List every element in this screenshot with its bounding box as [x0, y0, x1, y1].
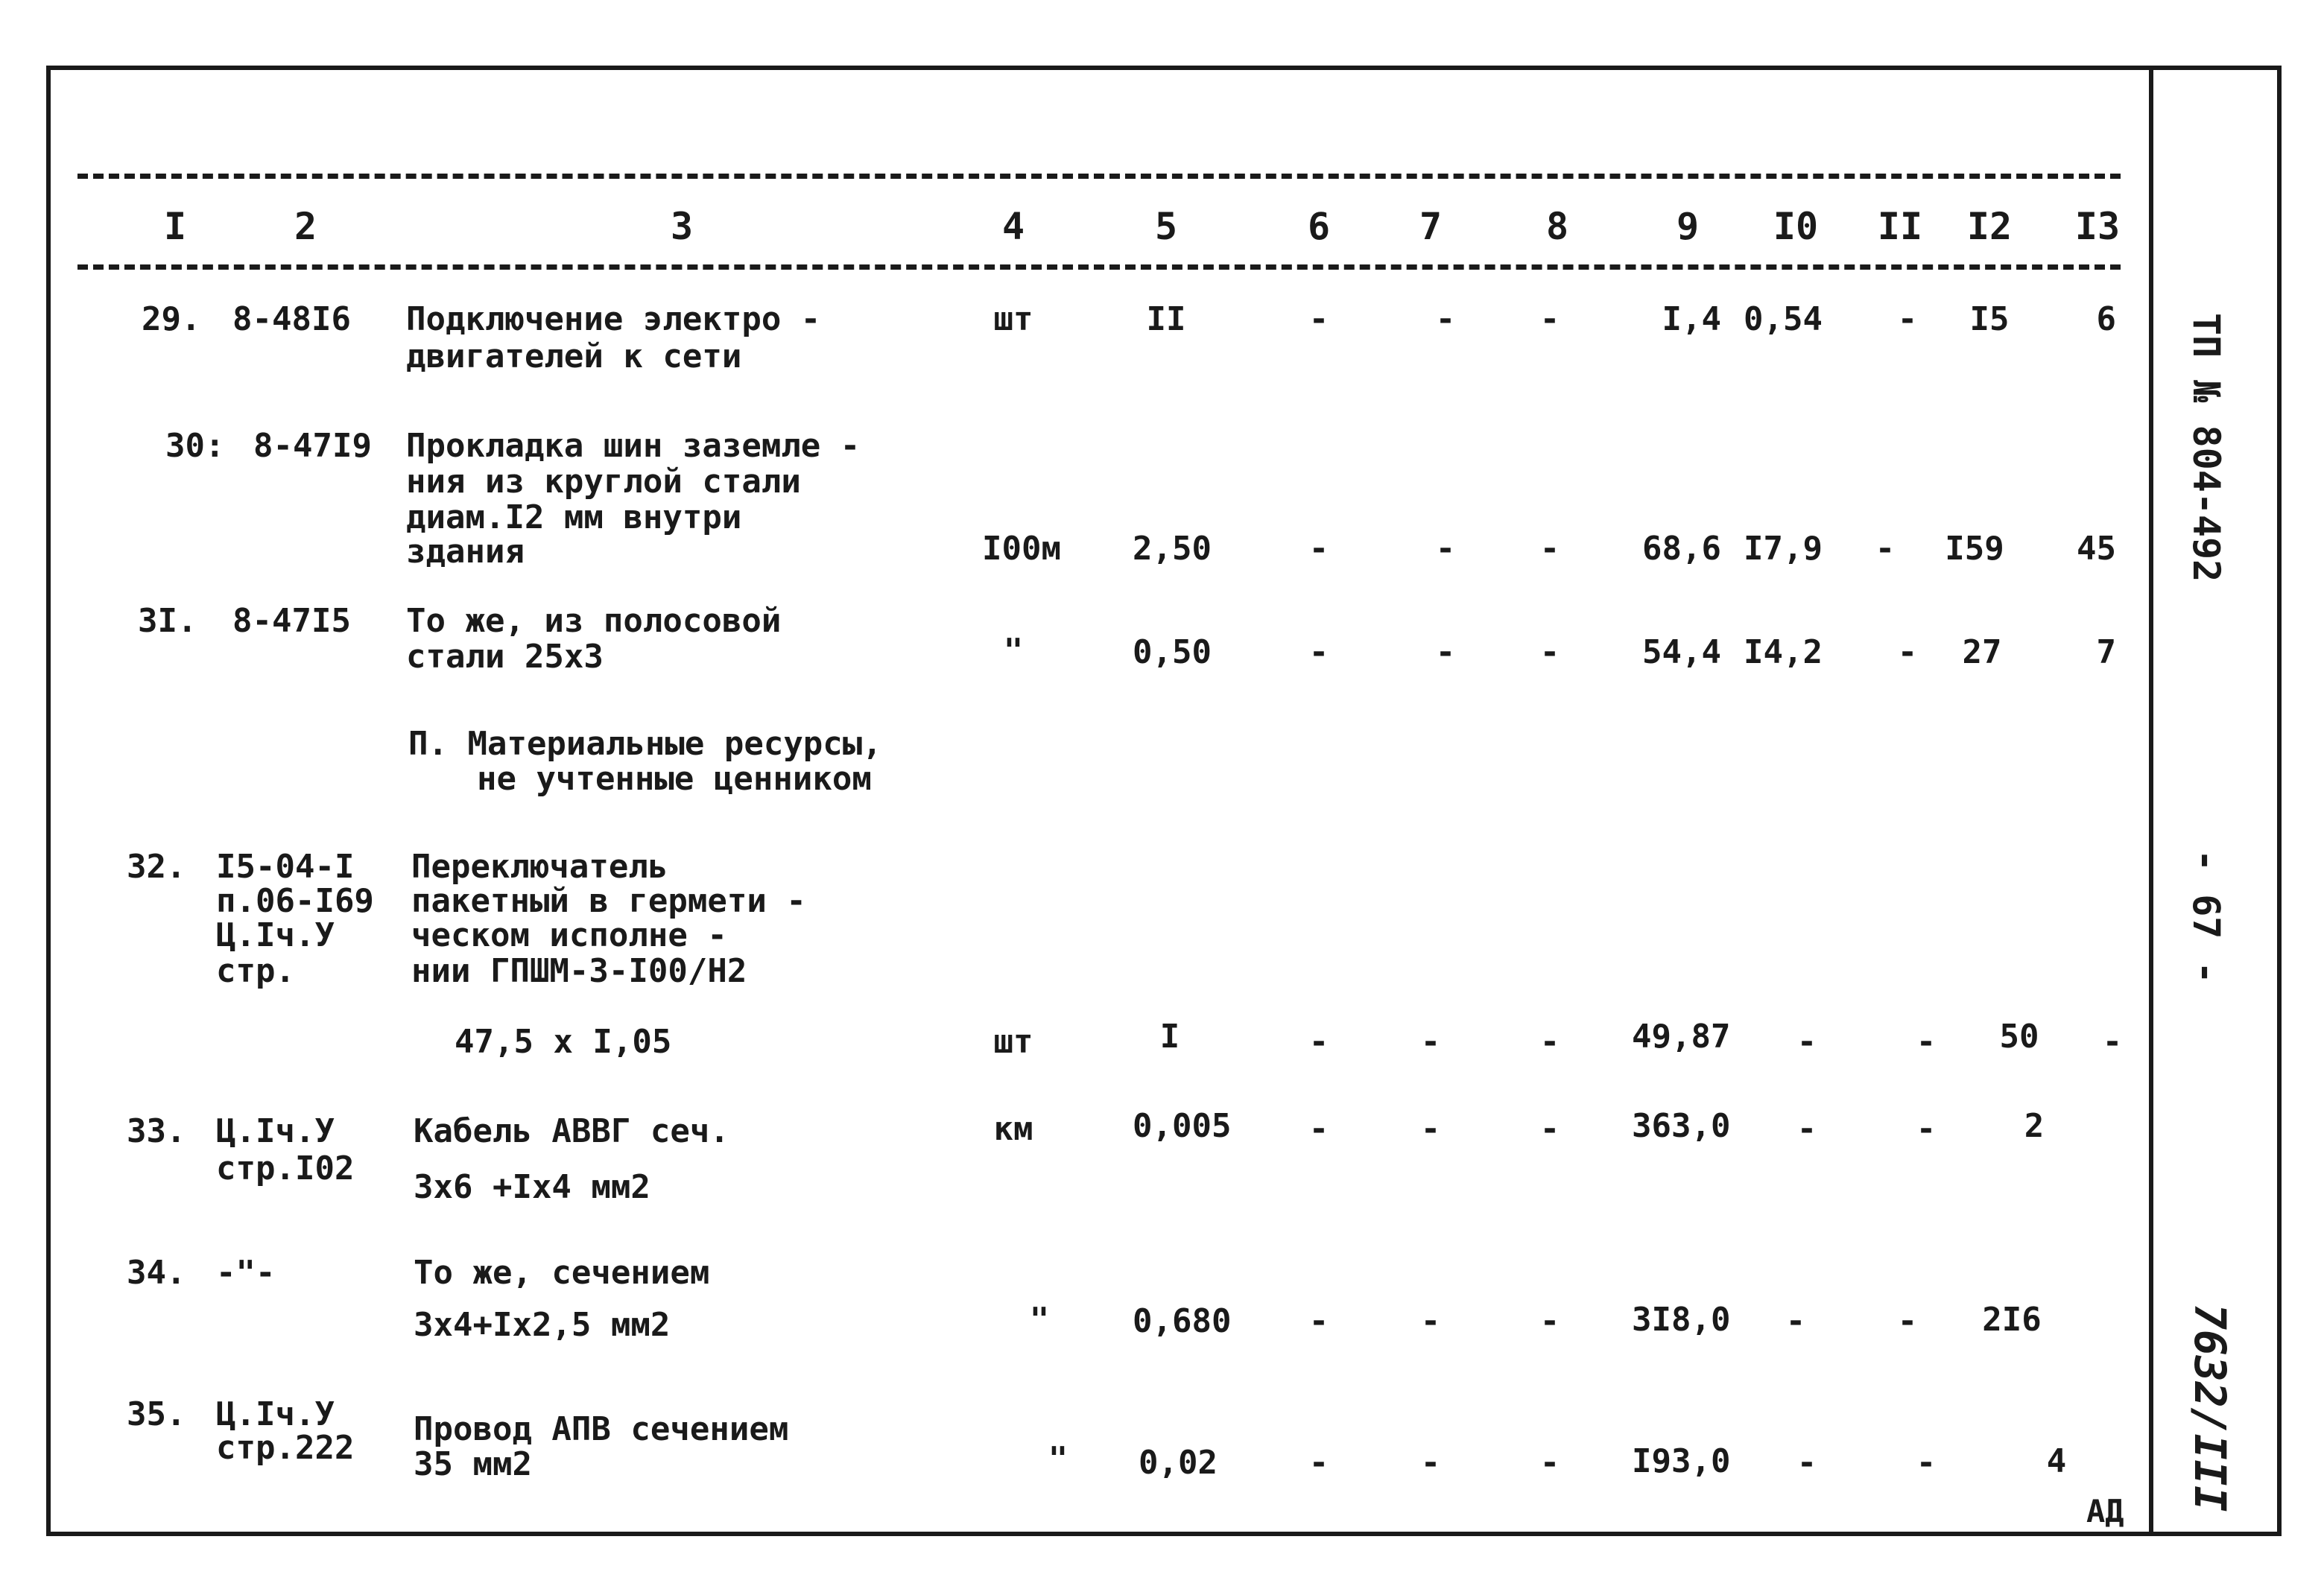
- row-unit: км: [993, 1110, 1033, 1148]
- row-description: 3х4+Iх2,5 мм2: [414, 1306, 671, 1344]
- row-col8: -: [1539, 633, 1560, 671]
- row-code: I5-04-I: [216, 848, 355, 886]
- row-description: Провод АПВ сечением: [414, 1410, 789, 1448]
- row-col7: -: [1420, 1444, 1441, 1482]
- row-col11: -: [1897, 633, 1918, 671]
- row-unit: шт: [993, 300, 1033, 338]
- row-col7: -: [1420, 1023, 1441, 1061]
- row-col11: -: [1897, 1302, 1918, 1340]
- row-col13: 45: [2077, 530, 2116, 568]
- row-col13: 7: [2096, 633, 2116, 671]
- row-description: диам.I2 мм внутри: [406, 498, 742, 536]
- row-quantity: 0,005: [1133, 1107, 1232, 1145]
- row-quantity: I: [1159, 1018, 1180, 1056]
- row-col9: 3I8,0: [1632, 1301, 1731, 1339]
- row-col8: -: [1539, 300, 1560, 338]
- row-number: 32.: [127, 848, 186, 886]
- row-unit: шт: [993, 1023, 1033, 1061]
- row-code: 8-47I5: [232, 602, 351, 640]
- row-col10: -: [1796, 1023, 1817, 1061]
- row-description: ния из круглой стали: [406, 463, 801, 501]
- row-col13: 6: [2096, 300, 2116, 338]
- column-header: I0: [1773, 205, 1819, 248]
- row-col8: -: [1539, 530, 1560, 568]
- row-col8: -: [1539, 1023, 1560, 1061]
- row-description: 35 мм2: [414, 1445, 532, 1483]
- row-col11: -: [1916, 1444, 1937, 1482]
- row-description: пакетный в гермети -: [411, 882, 806, 920]
- row-description: Подключение электро -: [406, 300, 821, 338]
- row-col7: -: [1435, 633, 1456, 671]
- row-col6: -: [1308, 633, 1329, 671]
- row-col11: -: [1916, 1110, 1937, 1148]
- row-description: двигателей к сети: [406, 337, 742, 375]
- row-unit: ": [1003, 632, 1024, 670]
- column-header: II: [1877, 205, 1923, 248]
- row-code: п.06-I69: [216, 882, 374, 920]
- row-number: 30:: [165, 427, 225, 465]
- row-col10: -: [1785, 1302, 1806, 1340]
- row-col11: -: [1916, 1023, 1937, 1061]
- row-number: 29.: [142, 300, 201, 338]
- row-col10: I4,2: [1744, 633, 1823, 671]
- column-header: 2: [294, 205, 317, 248]
- row-description: нии ГПШМ-3-I00/Н2: [411, 952, 747, 990]
- row-col7: -: [1435, 300, 1456, 338]
- row-col9: I93,0: [1632, 1442, 1731, 1480]
- row-number: 3I.: [138, 602, 197, 640]
- row-col12: I5: [1969, 300, 2010, 338]
- row-col7: -: [1435, 530, 1456, 568]
- row-col7: -: [1420, 1302, 1441, 1340]
- row-col12: 2I6: [1982, 1301, 2042, 1339]
- row-description: 3х6 +Iх4 мм2: [414, 1168, 650, 1206]
- row-col12: 4: [2046, 1442, 2067, 1480]
- row-col9: 49,87: [1632, 1018, 1731, 1056]
- row-col12: 50: [1999, 1018, 2039, 1056]
- row-code: -"-: [216, 1254, 276, 1292]
- row-col13: -: [2102, 1023, 2123, 1061]
- row-col12: I59: [1945, 530, 2004, 568]
- section-title: П. Материальные ресурсы,: [408, 725, 882, 763]
- row-code: 8-47I9: [253, 427, 372, 465]
- row-col6: -: [1308, 1110, 1329, 1148]
- row-col9: 68,6: [1642, 530, 1721, 568]
- row-description: То же, сечением: [414, 1254, 710, 1292]
- row-col10: -: [1796, 1110, 1817, 1148]
- column-header: 7: [1419, 205, 1443, 248]
- row-description: здания: [406, 533, 525, 571]
- row-description: ческом исполне -: [411, 916, 727, 954]
- row-col10: -: [1796, 1444, 1817, 1482]
- inventory-number: 7632/III: [2185, 1304, 2235, 1512]
- column-header: I: [163, 205, 187, 248]
- row-code: стр.222: [216, 1429, 355, 1467]
- row-description: Переключатель: [411, 848, 668, 886]
- stamp-divider: [2149, 66, 2153, 1536]
- row-number: 33.: [127, 1112, 186, 1150]
- row-col12: 2: [2024, 1107, 2045, 1145]
- row-code: стр.: [216, 952, 295, 990]
- project-number: ТП № 804-492: [2185, 313, 2228, 583]
- row-quantity: 0,02: [1139, 1444, 1218, 1482]
- column-header: 3: [670, 205, 694, 248]
- row-col8: -: [1539, 1110, 1560, 1148]
- row-col11: -: [1897, 300, 1918, 338]
- column-header: 6: [1307, 205, 1331, 248]
- row-description: Кабель АВВГ сеч.: [414, 1112, 729, 1150]
- row-code: Ц.Iч.У: [216, 1395, 335, 1433]
- row-col11: -: [1875, 530, 1896, 568]
- column-header: 5: [1154, 205, 1178, 248]
- row-description: Прокладка шин заземле -: [406, 427, 861, 465]
- row-col9: I,4: [1662, 300, 1721, 338]
- row-description: То же, из полосовой: [406, 602, 782, 640]
- row-col9: 54,4: [1642, 633, 1721, 671]
- row-col10: I7,9: [1744, 530, 1823, 568]
- row-number: 34.: [127, 1254, 186, 1292]
- row-quantity: II: [1146, 300, 1186, 338]
- header-bottom-rule: [77, 264, 2121, 270]
- column-header: 4: [1001, 205, 1025, 248]
- row-calculation: 47,5 х I,05: [455, 1023, 672, 1061]
- row-unit: ": [1029, 1301, 1050, 1339]
- row-col6: -: [1308, 300, 1329, 338]
- section-title: не учтенные ценником: [477, 760, 872, 798]
- row-code: 8-48I6: [232, 300, 351, 338]
- corner-mark: АД: [2086, 1493, 2124, 1529]
- column-header: I2: [1966, 205, 2013, 248]
- row-quantity: 0,680: [1133, 1302, 1232, 1340]
- column-header: 8: [1545, 205, 1569, 248]
- row-col6: -: [1308, 1023, 1329, 1061]
- row-description: стали 25х3: [406, 638, 604, 676]
- column-header: 9: [1676, 205, 1700, 248]
- page-number: - 67 -: [2185, 849, 2228, 984]
- row-code: стр.I02: [216, 1149, 355, 1187]
- row-col6: -: [1308, 530, 1329, 568]
- row-col8: -: [1539, 1302, 1560, 1340]
- row-col6: -: [1308, 1302, 1329, 1340]
- row-col8: -: [1539, 1444, 1560, 1482]
- row-col10: 0,54: [1744, 300, 1823, 338]
- row-unit: ": [1048, 1440, 1068, 1478]
- row-code: Ц.Iч.У: [216, 916, 335, 954]
- header-top-rule: [77, 174, 2121, 179]
- row-col7: -: [1420, 1110, 1441, 1148]
- row-col9: 363,0: [1632, 1107, 1731, 1145]
- row-code: Ц.Iч.У: [216, 1112, 335, 1150]
- row-quantity: 2,50: [1133, 530, 1212, 568]
- row-col6: -: [1308, 1444, 1329, 1482]
- row-quantity: 0,50: [1133, 633, 1212, 671]
- column-header: I3: [2074, 205, 2121, 248]
- row-col12: 27: [1962, 633, 2002, 671]
- row-unit: I00м: [982, 530, 1061, 568]
- row-number: 35.: [127, 1395, 186, 1433]
